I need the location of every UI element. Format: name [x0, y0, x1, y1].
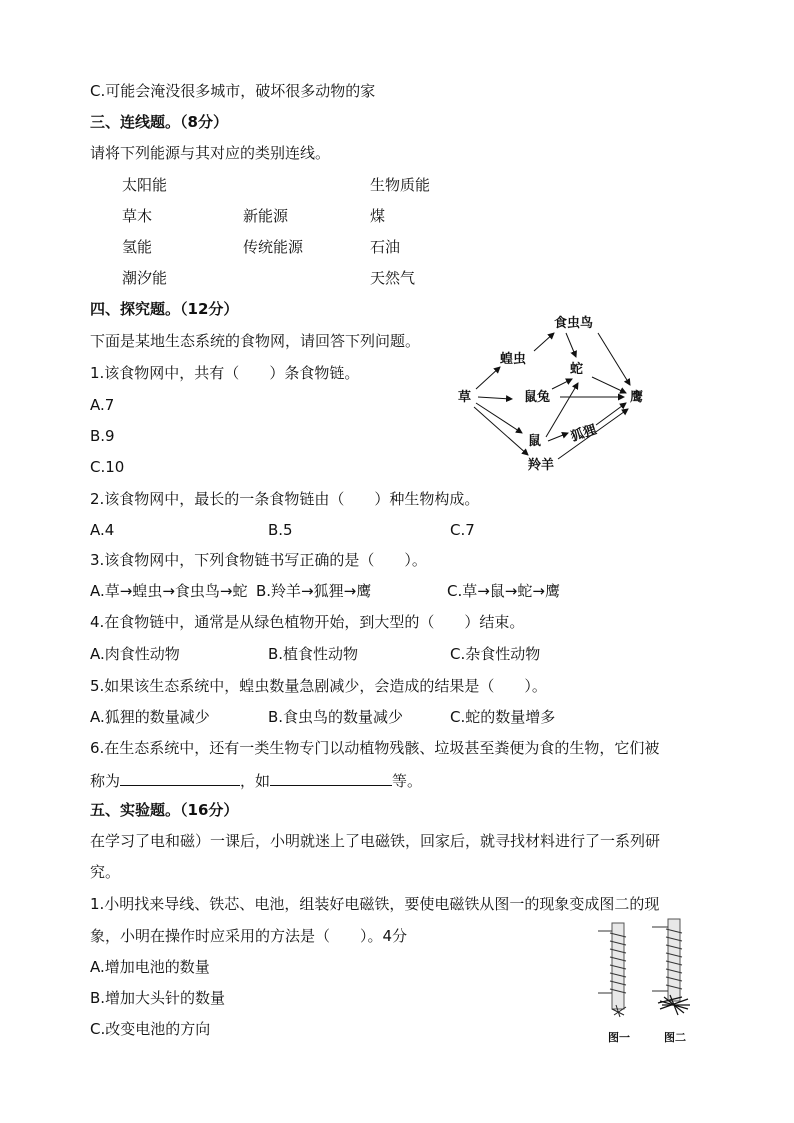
- q2-option-c: C.7: [450, 521, 475, 539]
- q3-option-c: C.草→鼠→蛇→鹰: [447, 582, 560, 600]
- q5-option-c: C.蛇的数量增多: [450, 708, 556, 726]
- food-web-node: 草: [458, 390, 472, 405]
- s5-q1-option-b: B.增加大头针的数量: [90, 989, 226, 1007]
- matching-right-item: 生物质能: [370, 176, 431, 194]
- matching-middle-item: 新能源: [243, 207, 289, 225]
- previous-option-c: C.可能会淹没很多城市，破坏很多动物的家: [90, 82, 376, 100]
- food-web-node: 食虫鸟: [554, 316, 594, 331]
- q1-option-a: A.7: [90, 396, 115, 414]
- question-2: 2.该食物网中，最长的一条食物链由（ ）种生物构成。: [90, 490, 480, 508]
- s5-q1-option-c: C.改变电池的方向: [90, 1020, 211, 1038]
- food-web-node: 羚羊: [528, 458, 555, 473]
- matching-left-item: 草木: [122, 207, 153, 225]
- section5-intro-line2: 究。: [90, 863, 121, 881]
- q3-option-a: A.草→蝗虫→食虫鸟→蛇: [90, 582, 248, 600]
- q4-option-b: B.植食性动物: [268, 645, 359, 663]
- answer-blank[interactable]: [120, 769, 240, 786]
- food-web-node: 鼠兔: [524, 390, 551, 405]
- q4-option-a: A.肉食性动物: [90, 645, 180, 663]
- matching-right-item: 煤: [370, 207, 386, 225]
- s5-question-1-line1: 1.小明找来导线、铁芯、电池，组装好电磁铁，要使电磁铁从图一的现象变成图二的现: [90, 895, 660, 913]
- food-web-node: 鼠: [528, 434, 542, 449]
- section5-intro-line1: 在学习了电和磁）一课后，小明就迷上了电磁铁，回家后，就寻找材料进行了一系列研: [90, 832, 661, 850]
- electromagnet-figure-2: [652, 919, 690, 1044]
- q3-option-b: B.羚羊→狐狸→鹰: [256, 582, 372, 600]
- question-6-line1: 6.在生态系统中，还有一类生物专门以动植物残骸、垃圾甚至粪便为食的生物，它们被: [90, 739, 660, 757]
- question-1: 1.该食物网中，共有（ ）条食物链。: [90, 364, 360, 382]
- section4-intro: 下面是某地生态系统的食物网，请回答下列问题。: [90, 332, 421, 350]
- s5-q1-option-a: A.增加电池的数量: [90, 958, 210, 976]
- section3-title: 三、连线题。（8分）: [90, 113, 228, 131]
- matching-left-item: 太阳能: [122, 176, 168, 194]
- q6-text-c: 等。: [392, 772, 423, 790]
- section5-title: 五、实验题。（16分）: [90, 801, 239, 819]
- q5-option-b: B.食虫鸟的数量减少: [268, 708, 404, 726]
- food-web-node: 鹰: [630, 390, 644, 405]
- figure-2-caption: 图二: [664, 1031, 686, 1044]
- q6-text-a: 称为: [90, 772, 121, 790]
- q2-option-a: A.4: [90, 521, 115, 539]
- answer-blank[interactable]: [270, 769, 392, 786]
- q4-option-c: C.杂食性动物: [450, 645, 541, 663]
- section4-title: 四、探究题。（12分）: [90, 300, 239, 318]
- s5-question-1-line2: 象，小明在操作时应采用的方法是（ ）。4分: [90, 927, 408, 945]
- matching-left-item: 氢能: [122, 238, 153, 256]
- figure-1-caption: 图一: [608, 1031, 630, 1044]
- q5-option-a: A.狐狸的数量减少: [90, 708, 210, 726]
- food-web-node: 狐狸: [569, 422, 599, 445]
- question-3: 3.该食物网中，下列食物链书写正确的是（ ）。: [90, 551, 427, 569]
- matching-right-item: 石油: [370, 238, 401, 256]
- q2-option-b: B.5: [268, 521, 293, 539]
- matching-middle-item: 传统能源: [243, 238, 304, 256]
- electromagnet-figure-1: [598, 923, 630, 1044]
- q1-option-c: C.10: [90, 458, 125, 476]
- q1-option-b: B.9: [90, 427, 115, 445]
- matching-right-item: 天然气: [370, 269, 416, 287]
- matching-left-item: 潮汐能: [122, 269, 168, 287]
- food-web-node: 蝗虫: [500, 352, 527, 367]
- section3-instruction: 请将下列能源与其对应的类别连线。: [90, 144, 331, 162]
- question-4: 4.在食物链中，通常是从绿色植物开始，到大型的（ ）结束。: [90, 613, 525, 631]
- food-web-node: 蛇: [570, 362, 584, 377]
- question-5: 5.如果该生态系统中，蝗虫数量急剧减少，会造成的结果是（ ）。: [90, 677, 547, 695]
- food-web-diagram: [448, 305, 658, 480]
- electromagnet-figures: [590, 915, 710, 1050]
- q6-text-b: ，如: [240, 772, 271, 790]
- question-6-line2: [90, 769, 422, 791]
